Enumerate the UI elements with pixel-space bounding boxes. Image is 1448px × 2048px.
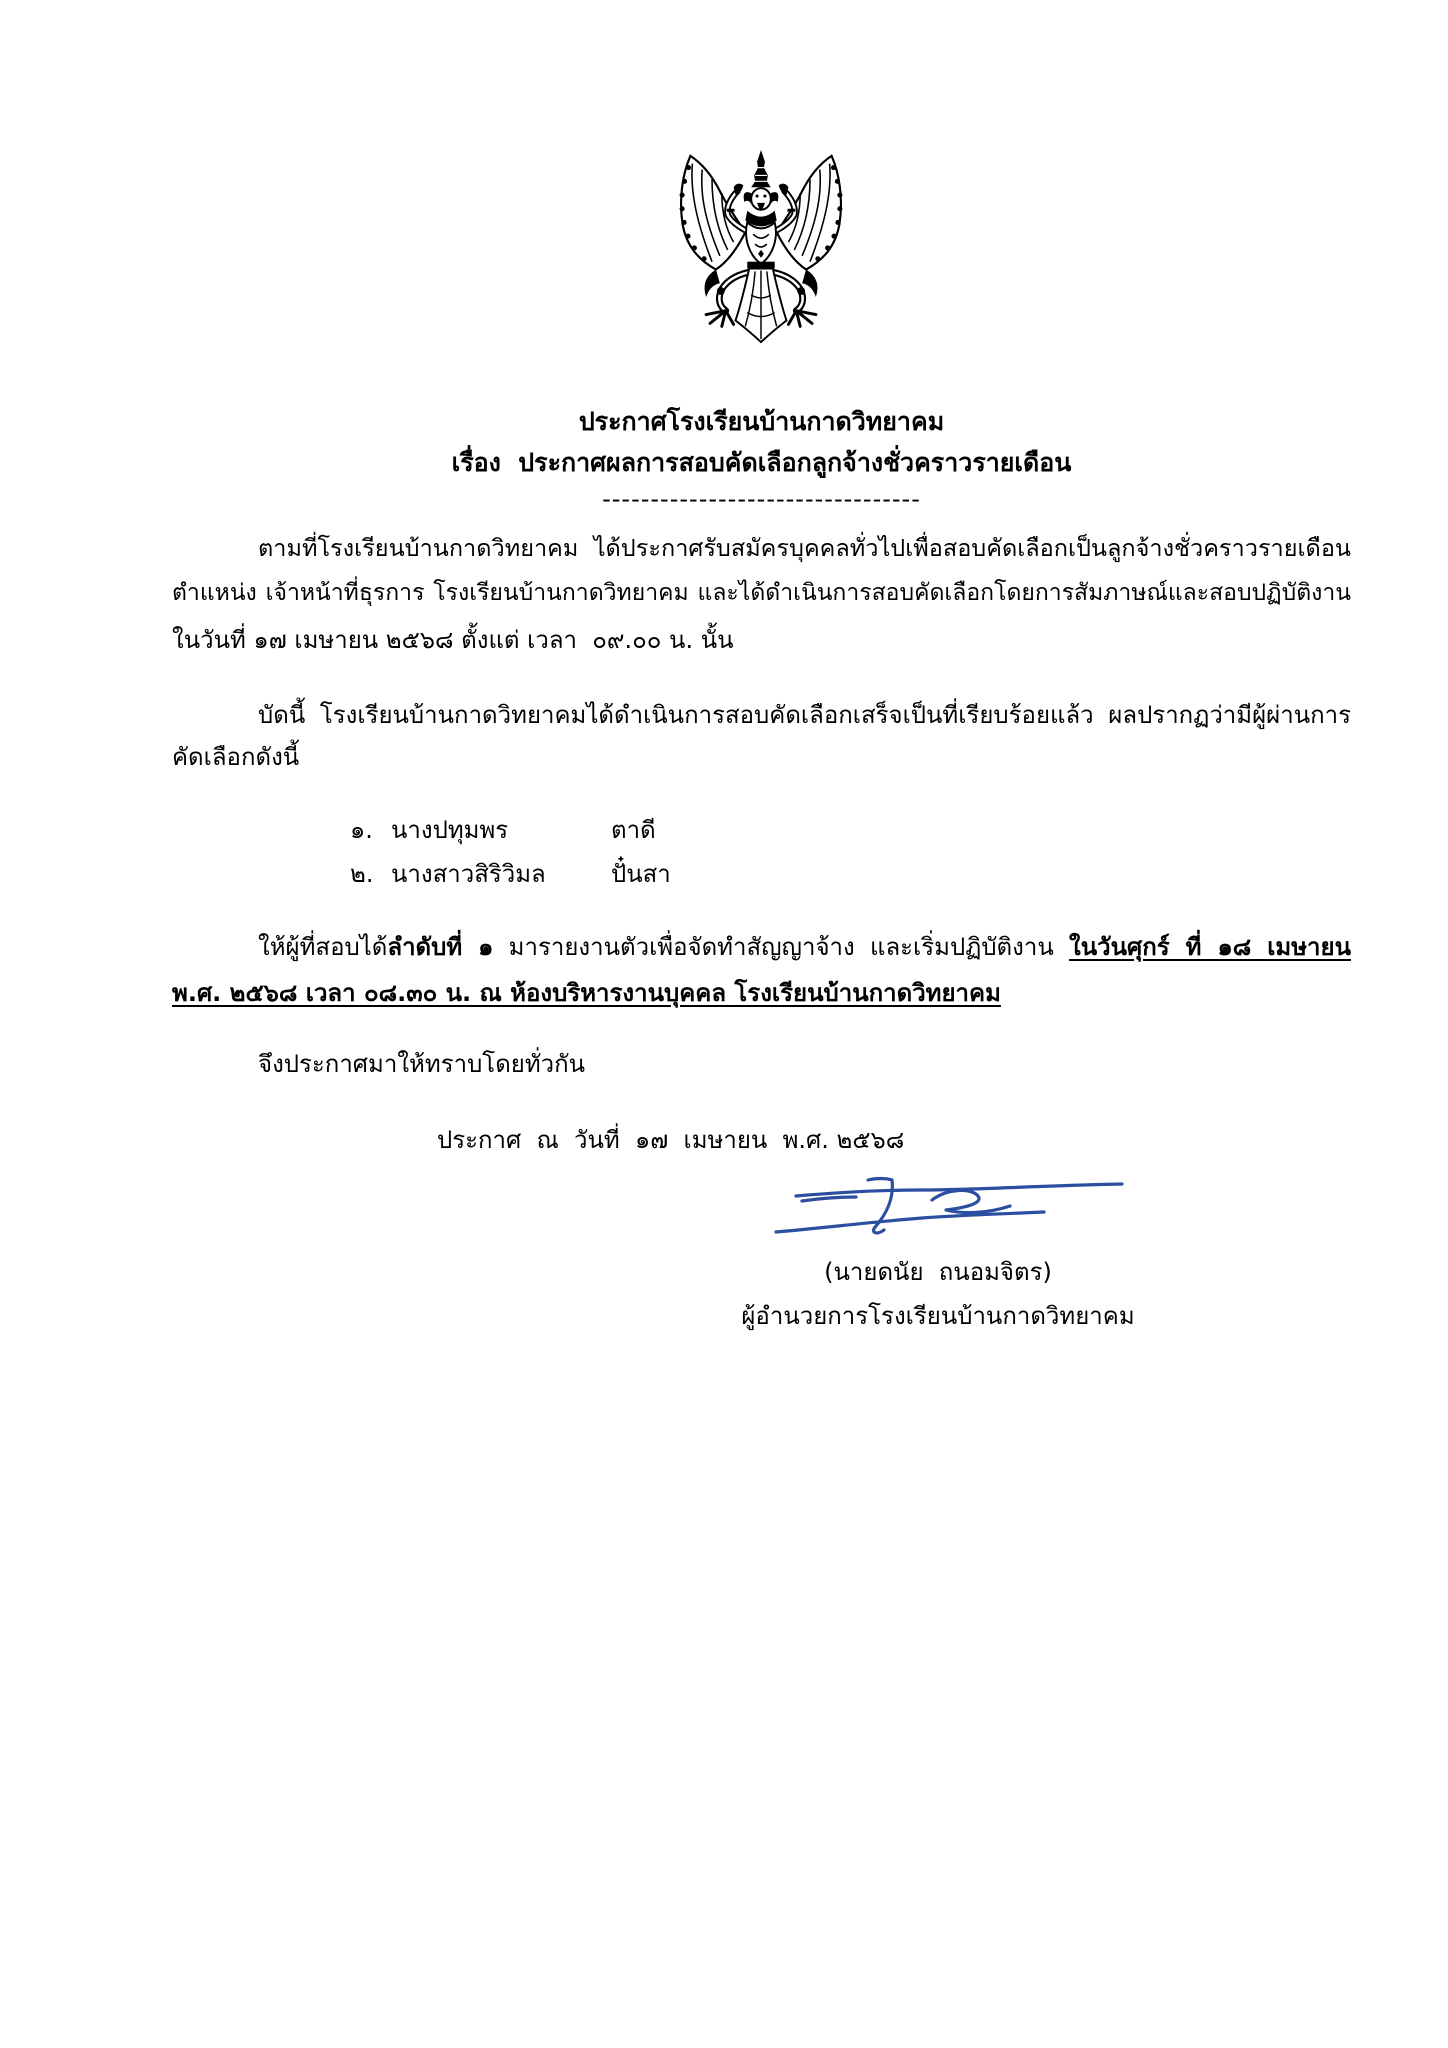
candidate-surname: ปั๋นสา [611, 860, 671, 888]
signer-name: (นายดนัย ถนอมจิตร) [824, 1258, 1052, 1286]
paragraph-3-line-1 [258, 930, 1351, 964]
signer-position: ผู้อำนวยการโรงเรียนบ้านกาดวิทยาคม [741, 1302, 1135, 1330]
candidate-surname: ตาดี [611, 816, 656, 844]
paragraph-1-line-3: ในวันที่ ๑๗ เมษายน ๒๕๖๘ ตั้งแต่ เวลา ๐๙.๐๐ น. นั้น [172, 626, 734, 654]
candidate-name: นางปทุมพร [391, 816, 509, 844]
instruction-middle: มารายงานตัวเพื่อจัดทำสัญญาจ้าง และเริ่มปฏิบัติงาน [493, 933, 1070, 961]
paragraph-2-line-2: คัดเลือกดังนี้ [172, 743, 300, 771]
report-schedule-date: ในวันศุกร์ ที่ ๑๘ เมษายน [1069, 933, 1351, 961]
candidate-name: นางสาวสิริวิมล [391, 860, 546, 888]
paragraph-2-line-1: บัดนี้ โรงเรียนบ้านกาดวิทยาคมได้ดำเนินการสอบคัดเลือกเสร็จเป็นที่เรียบร้อยแล้ว ผลปรากฏว่ามีผู้ผ่านการ [258, 701, 1351, 729]
paragraph-3-line-2 [172, 976, 1351, 1010]
report-schedule-place: พ.ศ. ๒๕๖๘ เวลา ๐๘.๓๐ น. ณ ห้องบริหารงานบุคคล โรงเรียนบ้านกาดวิทยาคม [172, 979, 1001, 1007]
announcement-title: ประกาศโรงเรียนบ้านกาดวิทยาคม [578, 407, 945, 436]
list-item-number: ๑. [350, 816, 373, 844]
announcement-subject: เรื่อง ประกาศผลการสอบคัดเลือกลูกจ้างชั่วคราวรายเดือน [451, 448, 1072, 477]
paragraph-1-line-1: ตามที่โรงเรียนบ้านกาดวิทยาคม ได้ประกาศรับสมัครบุคคลทั่วไปเพื่อสอบคัดเลือกเป็นลูกจ้างชั่วคราวรายเดือน [258, 534, 1351, 562]
list-item-number: ๒. [350, 860, 374, 888]
announcement-date: ประกาศ ณ วันที่ ๑๗ เมษายน พ.ศ. ๒๕๖๘ [437, 1126, 905, 1154]
handwritten-signature-icon [772, 1170, 1132, 1242]
instruction-lead: ให้ผู้ที่สอบได้ [258, 933, 388, 961]
title-divider: --------------------------------- [602, 485, 921, 513]
paragraph-1-line-2: ตำแหน่ง เจ้าหน้าที่ธุรการ โรงเรียนบ้านกาดวิทยาคม และได้ดำเนินการสอบคัดเลือกโดยการสัมภาษณ์และสอบปฏิบัติงาน [172, 580, 1351, 606]
garuda-emblem-icon [672, 148, 850, 344]
closing-statement: จึงประกาศมาให้ทราบโดยทั่วกัน [258, 1050, 586, 1078]
rank-text: ลำดับที่ ๑ [387, 933, 494, 961]
